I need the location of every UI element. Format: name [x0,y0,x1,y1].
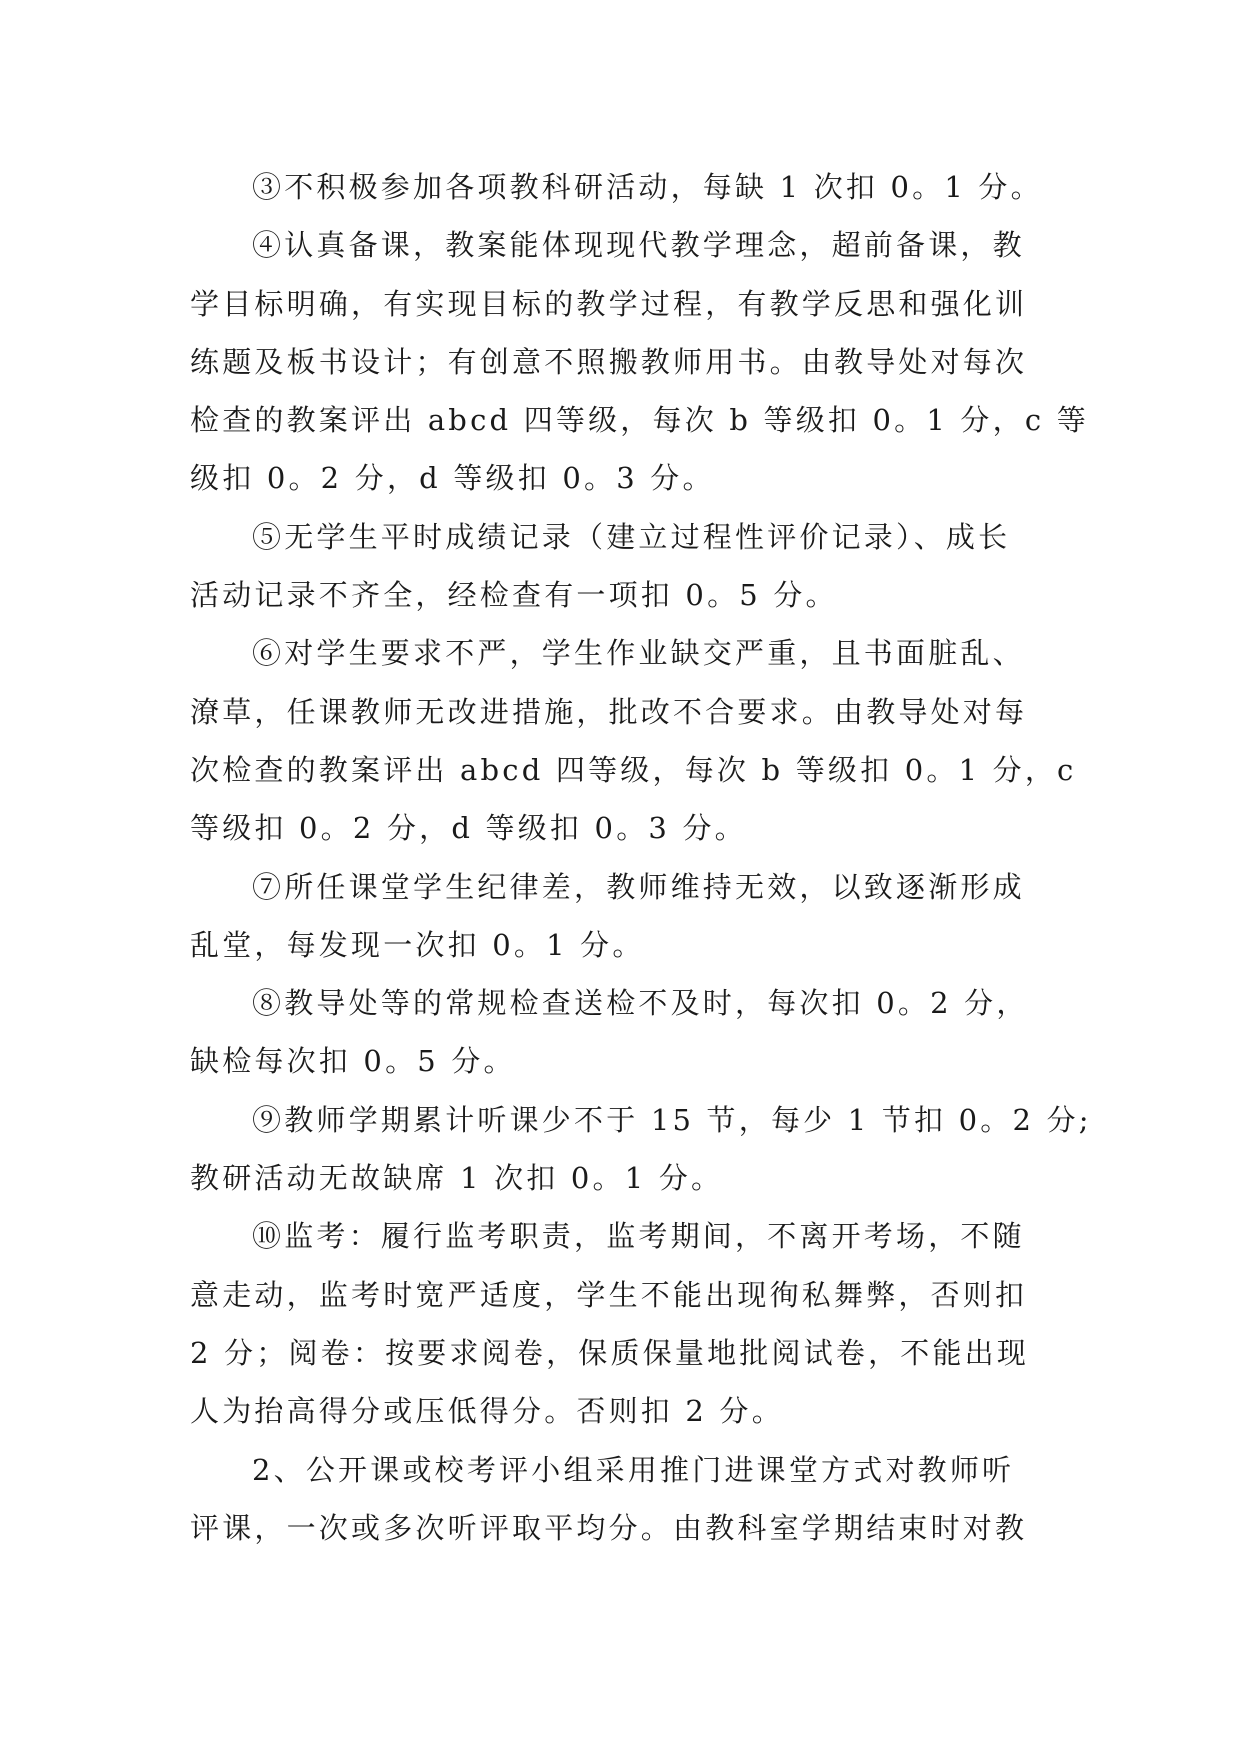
text-line: ⑥对学生要求不严，学生作业缺交严重，且书面脏乱、 [252,636,1025,671]
text-line: 意走动，监考时宽严适度，学生不能出现徇私舞弊，否则扣 [190,1277,1028,1312]
text-line: 级扣 0。2 分，d 等级扣 0。3 分。 [190,461,715,496]
text-line: ⑦所任课堂学生纪律差，教师维持无效，以致逐渐形成 [252,869,1025,904]
text-line: 教研活动无故缺席 1 次扣 0。1 分。 [190,1161,724,1196]
text-line: 人为抬高得分或压低得分。否则扣 2 分。 [190,1394,784,1429]
text-line: 练题及板书设计；有创意不照搬教师用书。由教导处对每次 [190,344,1028,379]
text-line: ⑧教导处等的常规检查送检不及时，每次扣 0。2 分， [252,986,1029,1021]
text-line: ⑩监考：履行监考职责，监考期间，不离开考场，不随 [252,1219,1025,1254]
text-line: 次检查的教案评出 abcd 四等级，每次 b 等级扣 0。1 分，c [190,752,1077,787]
text-line: 2、公开课或校考评小组采用推门进课堂方式对教师听 [252,1452,1015,1487]
text-line: 2 分；阅卷：按要求阅卷，保质保量地批阅试卷，不能出现 [190,1335,1030,1370]
text-line: 检查的教案评出 abcd 四等级，每次 b 等级扣 0。1 分，c 等 [190,403,1089,438]
text-line: ⑨教师学期累计听课少不于 15 节，每少 1 节扣 0。2 分; [252,1102,1092,1137]
text-line: 评课，一次或多次听评取平均分。由教科室学期结束时对教 [190,1510,1028,1545]
text-line: 潦草，任课教师无改进措施，批改不合要求。由教导处对每 [190,694,1028,729]
text-line: ④认真备课，教案能体现现代教学理念，超前备课，教 [252,228,1025,263]
text-line: 活动记录不齐全，经检查有一项扣 0。5 分。 [190,578,838,613]
text-line: 等级扣 0。2 分，d 等级扣 0。3 分。 [190,811,747,846]
document-body [190,158,1092,1557]
text-line: 学目标明确，有实现目标的教学过程，有教学反思和强化训 [190,286,1028,321]
text-line: ⑤无学生平时成绩记录（建立过程性评价记录）、成长 [252,519,1011,554]
text-line: 乱堂，每发现一次扣 0。1 分。 [190,927,645,962]
text-line: 缺检每次扣 0。5 分。 [190,1044,516,1079]
text-line: ③不积极参加各项教科研活动，每缺 1 次扣 0。1 分。 [252,170,1043,204]
